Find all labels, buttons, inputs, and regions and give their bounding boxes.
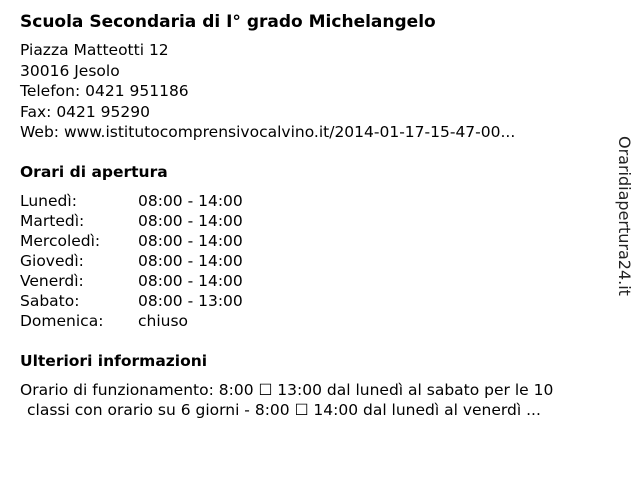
hours-row-thursday — [20, 251, 620, 271]
hours-row-tuesday — [20, 211, 620, 231]
hours-row-sunday — [20, 311, 620, 331]
day-hours: chiuso — [138, 311, 189, 330]
hours-row-friday — [20, 271, 620, 291]
address-street: Piazza Matteotti 12 — [20, 41, 169, 59]
hours-row-monday — [20, 191, 620, 211]
school-name: Scuola Secondaria di I° grado Michelangelo — [20, 12, 436, 32]
more-info-line-2: classi con orario su 6 giorni - 8:00 ☐ 14:00 dal lunedì al venerdì ... — [27, 400, 541, 419]
school-info-card — [20, 8, 620, 420]
phone-number: Telefon: 0421 951186 — [20, 82, 189, 100]
address-city: 30016 Jesolo — [20, 61, 120, 80]
opening-hours-heading: Orari di apertura — [20, 162, 168, 181]
more-info-text — [20, 380, 620, 420]
day-hours: 08:00 - 14:00 — [138, 251, 243, 270]
day-hours: 08:00 - 14:00 — [138, 271, 243, 290]
day-label: Lunedì: — [20, 191, 77, 210]
site-brand-vertical: Oraridiapertura24.it — [615, 136, 634, 296]
day-hours: 08:00 - 14:00 — [138, 191, 243, 210]
hours-row-wednesday — [20, 231, 620, 251]
website-link[interactable]: Web: www.istitutocomprensivocalvino.it/2014-01-17-15-47-00... — [20, 123, 516, 141]
hours-row-saturday — [20, 291, 620, 311]
more-info-heading: Ulteriori informazioni — [20, 351, 208, 370]
day-hours: 08:00 - 14:00 — [138, 231, 243, 250]
day-hours: 08:00 - 13:00 — [138, 291, 243, 310]
day-label: Venerdì: — [20, 271, 84, 290]
more-info-line-1: Orario di funzionamento: 8:00 ☐ 13:00 dal lunedì al sabato per le 10 — [20, 380, 554, 399]
contact-block — [20, 40, 620, 143]
opening-hours-table — [20, 191, 620, 331]
day-label: Domenica: — [20, 311, 104, 330]
day-label: Martedì: — [20, 211, 85, 230]
day-label: Giovedì: — [20, 251, 84, 270]
day-label: Mercoledì: — [20, 231, 101, 250]
day-hours: 08:00 - 14:00 — [138, 211, 243, 230]
fax-number: Fax: 0421 95290 — [20, 102, 150, 121]
day-label: Sabato: — [20, 291, 80, 310]
